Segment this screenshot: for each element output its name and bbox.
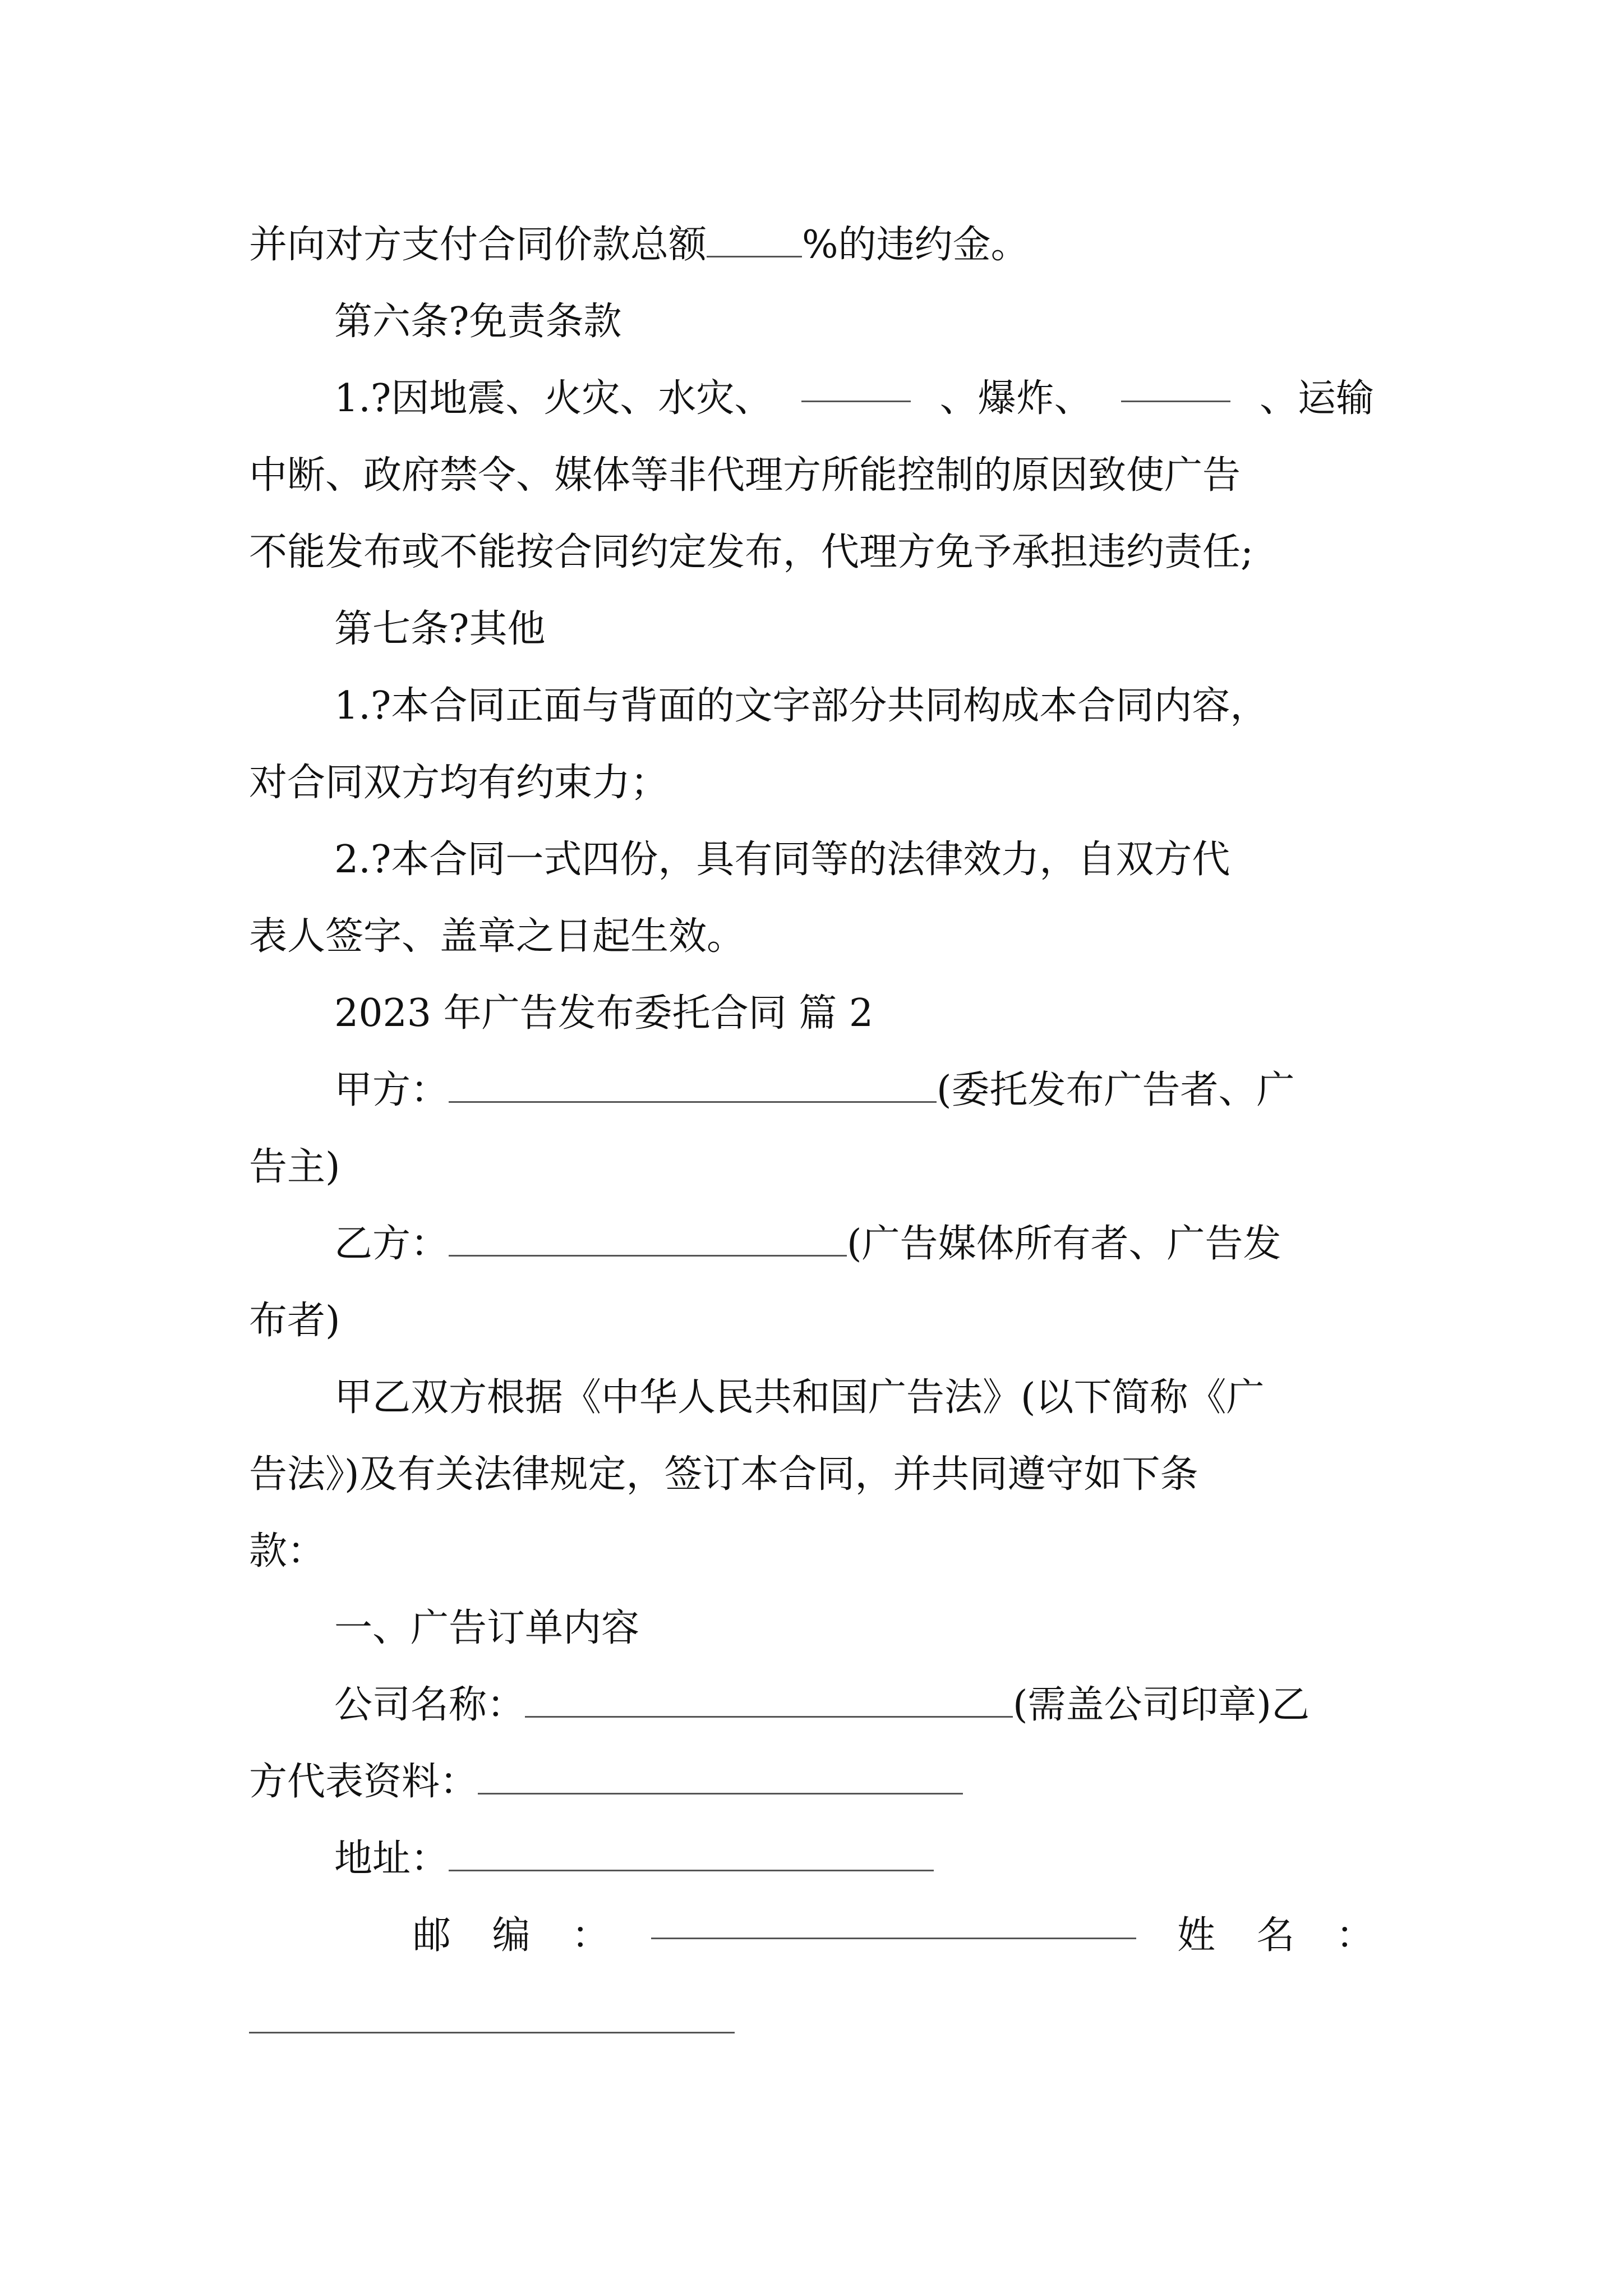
line-text: 对合同双方均有约束力； (249, 761, 669, 805)
line-text: 甲方： (334, 1068, 449, 1112)
text-line-17 (249, 1444, 1374, 1506)
blank-underline (707, 223, 802, 257)
name-char: 名 (1256, 1913, 1295, 1958)
text-line-13 (249, 1137, 1374, 1198)
blank-underline (449, 1069, 937, 1103)
line-text: 告主) (249, 1145, 340, 1189)
line-text: (委托发布广告者、广 (937, 1068, 1295, 1112)
line-text: 布者) (249, 1299, 340, 1343)
line-text: 、爆炸、 (939, 376, 1092, 421)
blank-underline (1121, 368, 1230, 402)
line-text: 公司名称： (334, 1683, 525, 1727)
text-line-10 (249, 906, 1374, 968)
section-title (334, 983, 1459, 1045)
blank-underline (651, 1905, 1136, 1939)
article-heading (334, 291, 1459, 353)
zip-char: 编 (492, 1913, 531, 1958)
text-line-16 (334, 1367, 1459, 1429)
line-text: 第七条?其他 (334, 607, 546, 651)
rep-info-line (249, 1751, 1374, 1813)
text-line-15 (249, 1290, 1374, 1352)
text-line-9 (334, 829, 1459, 891)
line-text: (需盖公司印章)乙 (1013, 1683, 1310, 1727)
text-line-4 (249, 445, 1374, 507)
line-text: 并向对方支付合同价款总额 (249, 223, 707, 267)
line-text: 告法》)及有关法律规定，签订本合同，并共同遵守如下条 (249, 1452, 1198, 1497)
line-text: 2023 年广告发布委托合同 篇 2 (334, 991, 874, 1036)
party-b-line (334, 1213, 1459, 1275)
line-text: 2.?本合同一式四份，具有同等的法律效力，自双方代 (334, 838, 1230, 882)
name-char: 姓 (1177, 1913, 1215, 1958)
line-text: 乙方： (334, 1222, 449, 1266)
text-line-1 (249, 214, 1374, 276)
address-line (334, 1828, 1459, 1890)
blank-underline (449, 1837, 934, 1871)
line-text: 1.?因地震、火灾、水灾、 (334, 376, 773, 421)
party-a-line (334, 1060, 1459, 1121)
company-name-line (334, 1674, 1459, 1736)
zip-char: ： (571, 1913, 610, 1958)
zip-name-line (413, 1905, 1374, 1967)
line-text: 不能发布或不能按合同约定发布，代理方免予承担违约责任; (249, 530, 1253, 574)
subsection-heading (334, 1598, 1459, 1659)
blank-underline (449, 1222, 847, 1257)
name-char: ： (1335, 1913, 1374, 1958)
line-text: 、运输 (1259, 376, 1374, 421)
zip-char: 邮 (413, 1913, 451, 1958)
line-text: 一、广告订单内容 (334, 1606, 640, 1650)
line-text: 方代表资料： (249, 1760, 478, 1804)
blank-underline (478, 1760, 963, 1795)
line-text: 中断、政府禁令、媒体等非代理方所能控制的原因致使广告 (249, 453, 1241, 498)
text-line-18 (249, 1521, 1374, 1582)
line-text: 款： (249, 1529, 326, 1573)
text-line-7 (334, 675, 1459, 737)
text-line-8 (249, 752, 1374, 814)
article-heading (334, 599, 1459, 660)
line-text: 表人签字、盖章之日起生效。 (249, 914, 745, 959)
blank-underline (801, 368, 911, 402)
line-text: %的违约金。 (802, 223, 1029, 267)
line-text: 1.?本合同正面与背面的文字部分共同构成本合同内容， (334, 684, 1269, 728)
line-text: (广告媒体所有者、广告发 (847, 1222, 1281, 1266)
text-line-3 (334, 368, 1374, 430)
blank-underline (525, 1683, 1013, 1718)
line-text: 甲乙双方根据《中华人民共和国广告法》(以下简称《广 (334, 1375, 1265, 1420)
text-line-5 (249, 522, 1374, 583)
blank-underline (249, 2032, 735, 2033)
line-text: 第六条?免责条款 (334, 300, 622, 344)
line-text: 地址： (334, 1837, 449, 1881)
